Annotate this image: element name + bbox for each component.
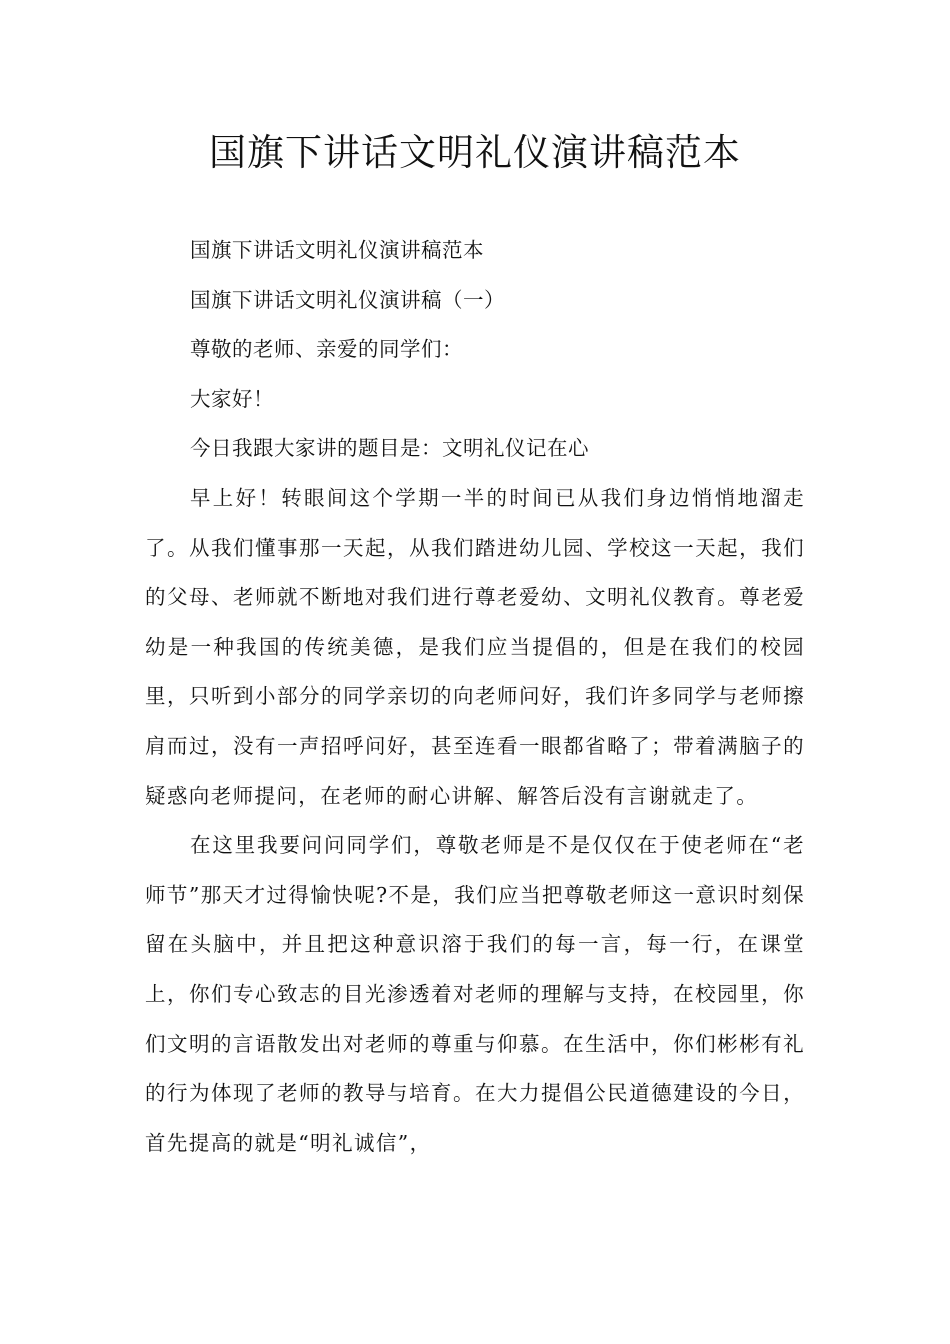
paragraph-body-1: 早上好！转眼间这个学期一半的时间已从我们身边悄悄地溜走了。从我们懂事那一天起，从我们踏进幼儿园、学校这一天起，我们的父母、老师就不断地对我们进行尊老爱幼、文明礼仪教育。尊老爱幼是一种我国的传统美德，是我们应当提倡的，但是在我们的校园里，只听到小部分的同学亲切的向老师问好，我们许多同学与老师擦肩而过，没有一声招呼问好，甚至连看一眼都省略了；带着满脑子的疑惑向老师提问，在老师的耐心讲解、解答后没有言谢就走了。 — [145, 485, 805, 808]
paragraph-salutation: 尊敬的老师、亲爱的同学们： — [190, 337, 463, 362]
paragraph-greeting: 大家好！ — [190, 386, 274, 411]
paragraph-body-2: 在这里我要问问同学们，尊敬老师是不是仅仅在于使老师在“老师节”那天才过得愉快呢?不是，我们应当把尊敬老师这一意识时刻保留在头脑中，并且把这种意识溶于我们的每一言，每一行，在课堂上，你们专心致志的目光渗透着对老师的理解与支持，在校园里，你们文明的言语散发出对老师的尊重与仰慕。在生活中，你们彬彬有礼的行为体现了老师的教导与培育。在大力提倡公民道德建设的今日，首先提高的就是“明礼诚信”， — [145, 833, 805, 1155]
paragraph-topic: 今日我跟大家讲的题目是：文明礼仪记在心 — [190, 436, 589, 461]
paragraph-speech-heading: 国旗下讲话文明礼仪演讲稿（一） — [190, 287, 505, 312]
document-body — [145, 226, 805, 1168]
paragraph-subtitle: 国旗下讲话文明礼仪演讲稿范本 — [190, 238, 484, 262]
document-title: 国旗下讲话文明礼仪演讲稿范本 — [209, 131, 741, 174]
